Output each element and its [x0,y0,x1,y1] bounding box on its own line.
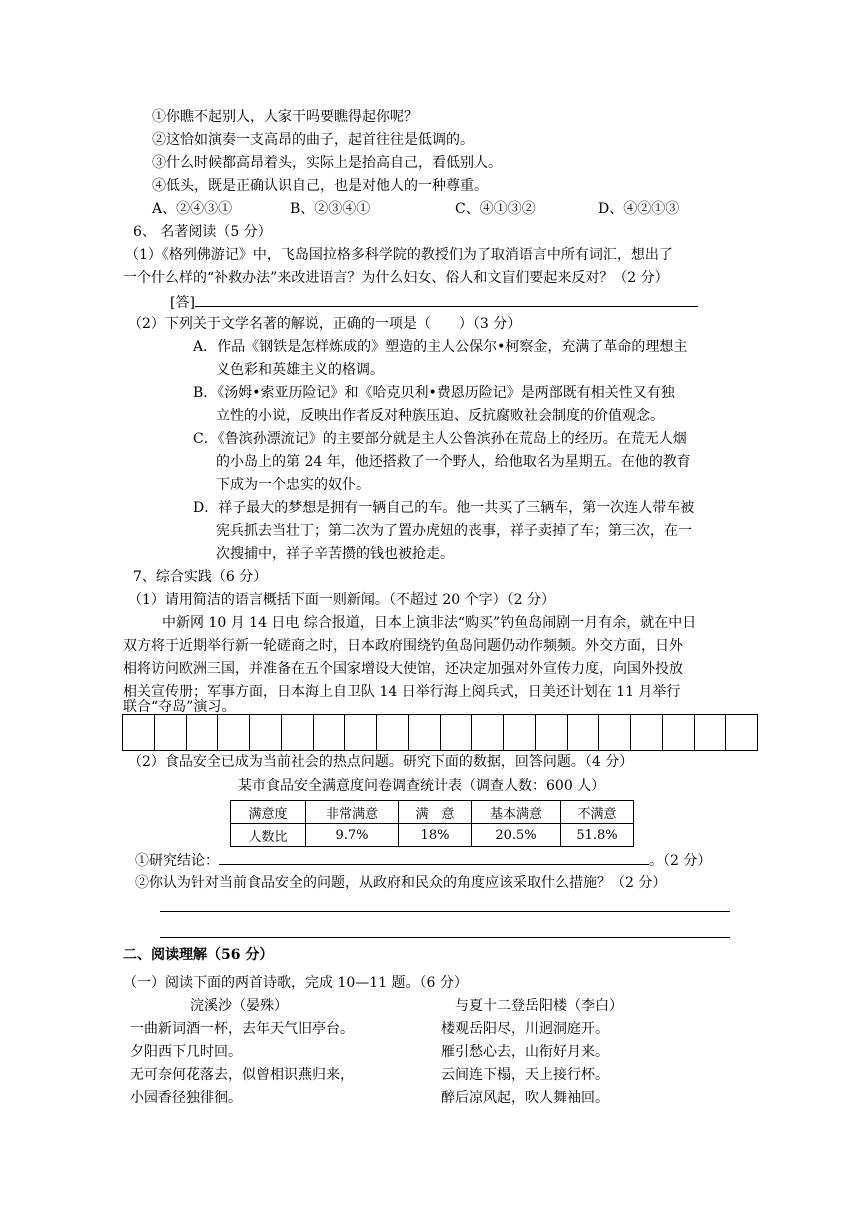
table-cell: 9.7% [306,824,399,847]
answer-line-2[interactable] [160,937,730,938]
section-intro: （一）阅读下面的两首诗歌，完成 10—11 题。（6 分） [123,975,468,991]
table-cell: 51.8% [561,824,634,847]
choice-a-line1: A．作品《钢铁是怎样炼成的》塑造的主人公保尔•柯察金，充满了革命的理想主 [193,339,688,355]
poem2-line: 楼观岳阳尽，川迥洞庭开。 [441,1021,609,1037]
poem1-line: 一曲新词酒一杯，去年天气旧亭台。 [130,1021,354,1037]
conclusion-blank[interactable] [219,850,649,865]
sentence-3: ③什么时候都高昂着头，实际上是抬高自己，看低别人。 [152,155,502,171]
option-a: A、②④③① [152,201,233,217]
header-cell: 满意度 [231,801,306,824]
news-line4: 相关宣传册；军事方面，日本海上自卫队 14 日举行海上阅兵式，日美还计划在 11 月举行 [123,684,681,700]
q6-part1-line1: （1）《格列佛游记》中，飞岛国拉格多科学院的教授们为了取消语言中所有词汇，想出了 [125,247,673,263]
choice-b-line1: B．《汤姆•索亚历险记》和《哈克贝利•费恩历险记》是两部既有相关性又有独 [193,385,675,401]
table-cell: 18% [399,824,472,847]
table-cell: 20.5% [472,824,561,847]
sentence-4: ④低头，既是正确认识自己，也是对他人的一种尊重。 [152,178,488,194]
answer-blank[interactable] [195,292,698,307]
news-line1: 中新网 10 月 14 日电 综合报道，日本上演非法“购买”钓鱼岛闹剧一月有余，就在中日 [162,615,697,631]
choice-d-line2: 宪兵抓去当壮丁；第二次为了置办虎妞的丧事，祥子卖掉了车；第三次，在一 [216,523,692,539]
choice-b-line2: 立性的小说，反映出作者反对种族压迫、反抗腐败社会制度的价值观念。 [216,408,664,424]
poem2-title: 与夏十二登岳阳楼（李白） [455,998,623,1014]
measures-prompt: ②你认为针对当前食品安全的问题，从政府和民众的角度应该采取什么措施？（2 分） [135,875,667,891]
poem1-title: 浣溪沙（晏殊） [190,998,288,1014]
header-cell: 非常满意 [306,801,399,824]
table-title: 某市食品安全满意度问卷调查统计表（调查人数：600 人） [238,778,606,794]
answer-line-1[interactable] [160,911,730,912]
q6-title: 6、 名著阅读（5 分） [133,224,272,240]
q7-part1: （1）请用简洁的语言概括下面一则新闻。（不超过 20 个字）（2 分） [128,592,555,608]
survey-table [230,800,634,847]
choice-d-line3: 次搜捕中，祥子辛苦攒的钱也被抢走。 [216,546,454,562]
news-line5: 联合“夺岛”演习。 [123,699,236,715]
answer-label: [答] [170,292,698,312]
poem2-line: 醉后凉风起，吹人舞袖回。 [441,1090,609,1106]
sentence-2: ②这恰如演奏一支高昂的曲子，起首往往是低调的。 [152,132,474,148]
q7-title: 7、综合实践（6 分） [133,569,268,585]
poem2-line: 云间连下榻，天上接行杯。 [441,1067,609,1083]
q7-part2: （2）食品安全已成为当前社会的热点问题。研究下面的数据，回答问题。（4 分） [128,754,634,770]
poem2-line: 雁引愁心去，山衔好月来。 [441,1044,609,1060]
poem1-line: 小园香径独徘徊。 [130,1090,242,1106]
news-line3: 相将访问欧洲三国，并准备在五个国家增设大使馆，还决定加强对外宣传力度，向国外投放 [123,661,683,677]
q6-part1-line2: 一个什么样的“补救办法”来改进语言？为什么妇女、俗人和文盲们要起来反对？（2 分） [123,270,669,286]
choice-d-line1: D．祥子最大的梦想是拥有一辆自己的车。他一共买了三辆车，第一次连人带车被 [193,500,695,516]
conclusion-prompt: ①研究结论： 。（2 分） [135,850,711,870]
header-cell: 不满意 [561,801,634,824]
option-b: B、②③④① [290,201,371,217]
q6-part2: （2）下列关于文学名著的解说，正确的一项是（ ）（3 分） [128,316,522,332]
header-cell: 基本满意 [472,801,561,824]
table-header-row [231,801,634,824]
option-c: C、④①③② [455,201,536,217]
option-d: D、④②①③ [598,201,680,217]
news-line2: 双方将于近期举行新一轮磋商之时，日本政府围绕钓鱼岛问题仍动作频频。外交方面，日外 [123,638,683,654]
poem1-line: 夕阳西下几时回。 [130,1044,242,1060]
poem1-line: 无可奈何花落去，似曾相识燕归来， [130,1067,354,1083]
table-row [231,824,634,847]
choice-c-line1: C．《鲁滨孙漂流记》的主要部分就是主人公鲁滨孙在荒岛上的经历。在荒无人烟 [193,431,687,447]
section-title: 二、阅读理解（56 分） [123,947,274,963]
header-cell: 满 意 [399,801,472,824]
choice-c-line3: 下成为一个忠实的奴仆。 [216,477,370,493]
sentence-1: ①你瞧不起别人，人家干吗要瞧得起你呢？ [152,109,418,125]
table-cell: 人数比 [231,824,306,847]
answer-grid[interactable] [122,714,758,751]
choice-a-line2: 义色彩和英雄主义的格调。 [216,362,384,378]
choice-c-line2: 的小岛上的第 24 年，他还搭救了一个野人，给他取名为星期五。在他的教育 [216,454,691,470]
